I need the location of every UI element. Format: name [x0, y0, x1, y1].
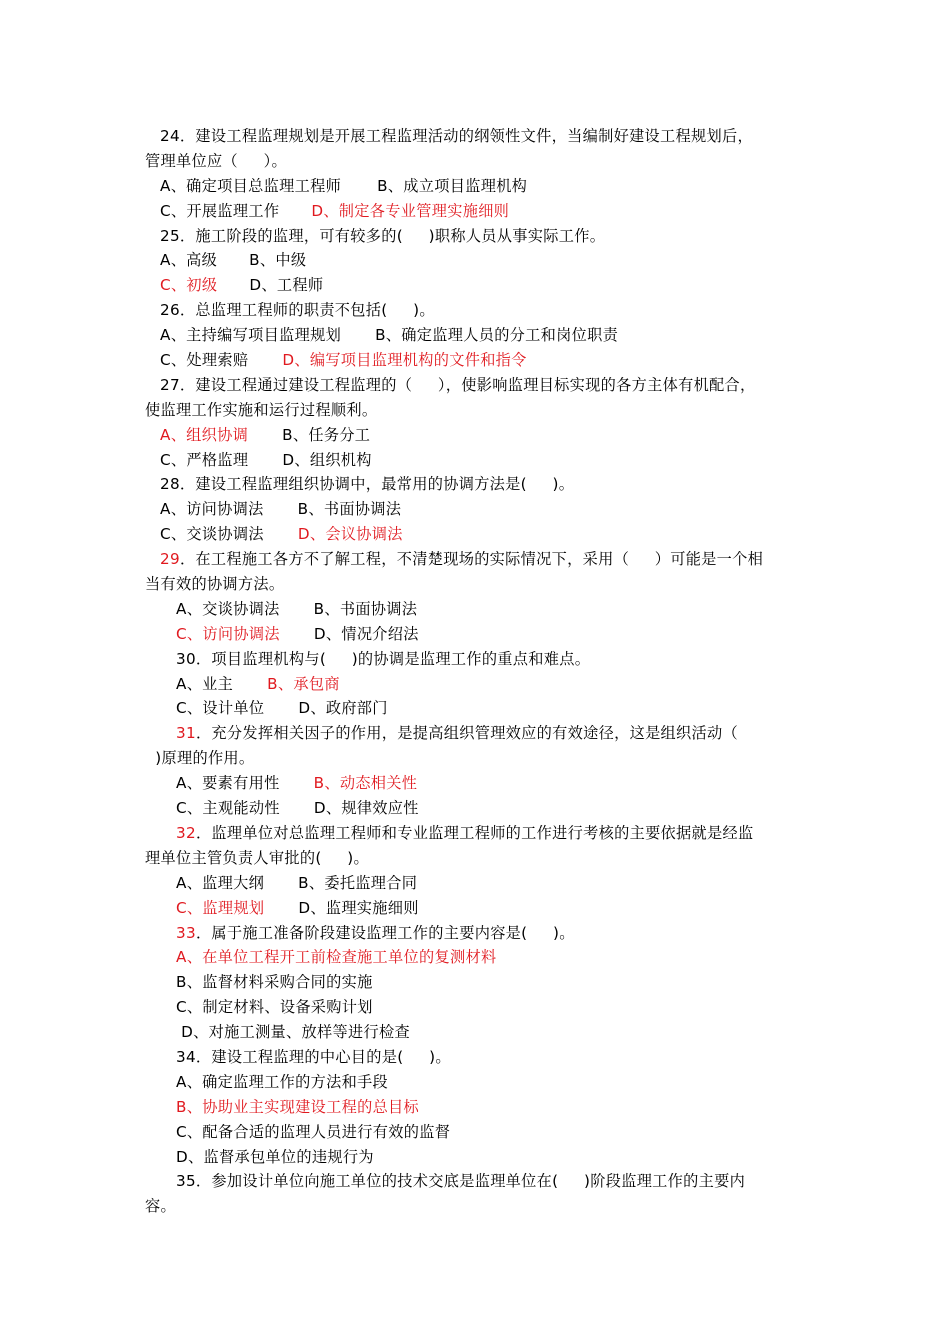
- text-segment: A、主持编写项目监理规划: [160, 326, 342, 345]
- text-segment: C、交谈协调法: [160, 525, 264, 544]
- text-line: [0, 945, 950, 970]
- text-line: [0, 472, 950, 497]
- text-line: [0, 696, 950, 721]
- text-segment: A、要素有用性: [176, 774, 280, 793]
- text-line: [0, 1169, 950, 1194]
- text-segment: A、业主: [176, 674, 234, 693]
- text-segment: 使监理工作实施和运行过程顺利。: [145, 400, 378, 419]
- text-line: [0, 423, 950, 448]
- text-segment: )原理的作用。: [145, 749, 255, 768]
- text-segment: 24．建设工程监理规划是开展工程监理活动的纲领性文件，当编制好建设工程规划后，: [160, 127, 753, 145]
- text-segment: 28．建设工程监理组织协调中，最常用的协调方法是( )。: [160, 475, 575, 494]
- text-line: [0, 647, 950, 672]
- text-segment: C、开展监理工作: [160, 201, 280, 220]
- text-segment: A、确定监理工作的方法和手段: [176, 1072, 389, 1091]
- question-list: [0, 124, 950, 1219]
- answer-text: 31: [176, 724, 196, 743]
- text-line: [0, 1045, 950, 1070]
- text-line: [0, 547, 950, 572]
- text-line: [0, 896, 950, 921]
- answer-text: 29: [160, 550, 180, 569]
- text-line: [0, 497, 950, 522]
- answer-text: B、承包商: [267, 674, 340, 693]
- text-segment: D、组织机构: [282, 450, 372, 469]
- answer-text: 32: [176, 823, 196, 842]
- text-segment: D、监理实施细则: [298, 898, 419, 917]
- answer-text: 33: [176, 923, 196, 942]
- text-segment: C、主观能动性: [176, 799, 280, 818]
- text-segment: 35．参加设计单位向施工单位的技术交底是监理单位在( )阶段监理工作的主要内: [176, 1172, 746, 1191]
- text-segment: D、工程师: [249, 276, 324, 295]
- text-line: [0, 1095, 950, 1120]
- text-line: [0, 796, 950, 821]
- text-segment: D、对施工测量、放样等进行检查: [176, 1023, 410, 1042]
- text-segment: 管理单位应（ ）。: [145, 151, 287, 170]
- text-segment: ．充分发挥相关因子的作用，是提高组织管理效应的有效途径，这是组织活动（: [195, 724, 738, 743]
- text-segment: 30．项目监理机构与( )的协调是监理工作的重点和难点。: [176, 649, 591, 668]
- text-segment: B、委托监理合同: [298, 873, 418, 892]
- text-segment: D、政府部门: [298, 699, 388, 718]
- text-segment: ．属于施工准备阶段建设监理工作的主要内容是( )。: [195, 923, 575, 942]
- text-line: [0, 672, 950, 697]
- text-segment: C、配备合适的监理人员进行有效的监督: [176, 1122, 451, 1141]
- text-segment: B、书面协调法: [297, 500, 402, 519]
- text-segment: 理单位主管负责人审批的( )。: [145, 848, 369, 867]
- text-segment: D、监督承包单位的违规行为: [176, 1147, 374, 1166]
- text-line: [0, 970, 950, 995]
- text-line: [0, 921, 950, 946]
- text-segment: D、情况介绍法: [313, 624, 419, 643]
- text-segment: A、监理大纲: [176, 873, 265, 892]
- text-line: [0, 348, 950, 373]
- text-line: [0, 224, 950, 249]
- text-segment: 26．总监理工程师的职责不包括( )。: [160, 301, 435, 320]
- text-segment: A、交谈协调法: [176, 599, 280, 618]
- text-line: [0, 995, 950, 1020]
- text-segment: ．监理单位对总监理工程师和专业监理工程师的工作进行考核的主要依据就是经监: [195, 823, 754, 842]
- text-segment: 34．建设工程监理的中心目的是( )。: [176, 1047, 451, 1066]
- text-line: [0, 572, 950, 597]
- text-segment: B、确定监理人员的分工和岗位职责: [375, 326, 619, 345]
- text-line: [0, 1070, 950, 1095]
- text-line: [0, 1145, 950, 1170]
- text-segment: C、设计单位: [176, 699, 265, 718]
- text-segment: C、制定材料、设备采购计划: [176, 998, 373, 1017]
- answer-text: C、监理规划: [176, 898, 265, 917]
- text-line: [0, 398, 950, 423]
- text-line: [0, 199, 950, 224]
- text-segment: B、成立项目监理机构: [377, 176, 528, 195]
- text-segment: 27．建设工程通过建设工程监理的（ ），使影响监理目标实现的各方主体有机配合，: [160, 375, 756, 394]
- text-line: [0, 1194, 950, 1219]
- text-segment: A、访问协调法: [160, 500, 264, 519]
- answer-text: B、动态相关性: [313, 774, 418, 793]
- text-line: [0, 124, 950, 149]
- text-line: [0, 323, 950, 348]
- text-line: [0, 622, 950, 647]
- text-segment: C、处理索赔: [160, 351, 249, 370]
- text-segment: A、确定项目总监理工程师: [160, 176, 342, 195]
- text-line: [0, 871, 950, 896]
- text-segment: B、任务分工: [282, 425, 371, 444]
- text-line: [0, 771, 950, 796]
- text-segment: B、书面协调法: [313, 599, 418, 618]
- text-segment: A、高级: [160, 251, 218, 270]
- text-line: [0, 273, 950, 298]
- text-line: [0, 174, 950, 199]
- text-segment: D、规律效应性: [313, 799, 419, 818]
- text-segment: 容。: [145, 1197, 176, 1216]
- answer-text: A、在单位工程开工前检查施工单位的复测材料: [176, 948, 497, 967]
- text-segment: ．在工程施工各方不了解工程，不清楚现场的实际情况下，采用（ ）可能是一个相: [179, 550, 764, 569]
- text-segment: 25．施工阶段的监理，可有较多的( )职称人员从事实际工作。: [160, 226, 606, 245]
- text-line: [0, 1120, 950, 1145]
- text-line: [0, 149, 950, 174]
- answer-text: C、访问协调法: [176, 624, 280, 643]
- text-segment: B、监督材料采购合同的实施: [176, 973, 373, 992]
- text-line: [0, 522, 950, 547]
- text-segment: 当有效的协调方法。: [145, 575, 285, 594]
- text-line: [0, 373, 950, 398]
- text-line: [0, 298, 950, 323]
- answer-text: A、组织协调: [160, 425, 249, 444]
- text-line: [0, 248, 950, 273]
- answer-text: D、编写项目监理机构的文件和指令: [282, 351, 527, 370]
- answer-text: B、协助业主实现建设工程的总目标: [176, 1097, 420, 1116]
- text-line: [0, 821, 950, 846]
- answer-text: C、初级: [160, 276, 218, 295]
- text-line: [0, 1020, 950, 1045]
- text-line: [0, 597, 950, 622]
- text-line: [0, 846, 950, 871]
- answer-text: D、制定各专业管理实施细则: [311, 201, 510, 220]
- text-line: [0, 746, 950, 771]
- answer-text: D、会议协调法: [297, 525, 403, 544]
- text-segment: C、严格监理: [160, 450, 249, 469]
- text-line: [0, 448, 950, 473]
- text-line: [0, 721, 950, 746]
- text-segment: B、中级: [249, 251, 307, 270]
